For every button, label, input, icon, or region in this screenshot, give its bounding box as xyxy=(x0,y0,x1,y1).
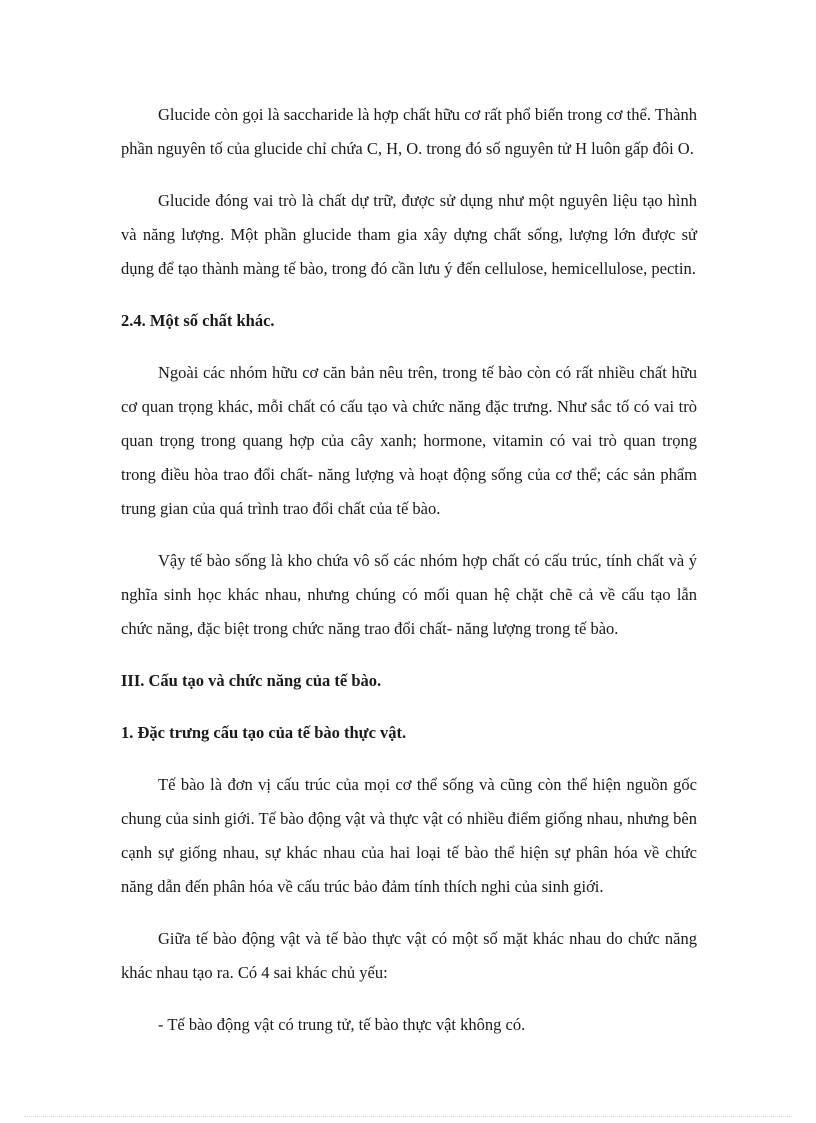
document-body xyxy=(121,98,697,1060)
heading-cell-structure-function: III. Cấu tạo và chức năng của tế bào. xyxy=(121,671,382,690)
page-bottom-divider xyxy=(24,1116,792,1117)
list-item-centriole: - Tế bào động vật có trung tử, tế bào thực vật không có. xyxy=(158,1015,526,1034)
paragraph-living-cell-summary: Vậy tế bào sống là kho chứa vô số các nhóm hợp chất có cấu trúc, tính chất và ý nghĩa sinh học khác nhau, nhưng chúng có mối quan hệ chặt chẽ cả về cấu tạo lẫn chức năng, đặc biệt trong chức năng trao đổi chất- năng lượng trong tế bào. xyxy=(121,551,697,638)
heading-other-substances: 2.4. Một số chất khác. xyxy=(121,311,275,330)
paragraph-other-organic-compounds: Ngoài các nhóm hữu cơ căn bản nêu trên, trong tế bào còn có rất nhiều chất hữu cơ quan trọng khác, mỗi chất có cấu tạo và chức năng đặc trưng. Như sắc tố có vai trò quan trọng trong quang hợp của cây xanh; hormone, vitamin có vai trò quan trọng trong điều hòa trao đổi chất- năng lượng và hoạt động sống của cơ thể; các sản phẩm trung gian của quá trình trao đổi chất của tế bào. xyxy=(121,363,697,518)
paragraph-glucide-definition: Glucide còn gọi là saccharide là hợp chất hữu cơ rất phổ biến trong cơ thể. Thành phần nguyên tố của glucide chỉ chứa C, H, O. trong đó số nguyên tử H luôn gấp đôi O. xyxy=(121,105,697,158)
heading-plant-cell-features: 1. Đặc trưng cấu tạo của tế bào thực vật. xyxy=(121,723,407,742)
paragraph-cell-unit: Tế bào là đơn vị cấu trúc của mọi cơ thể sống và cũng còn thể hiện nguồn gốc chung của sinh giới. Tế bào động vật và thực vật có nhiều điểm giống nhau, nhưng bên cạnh sự giống nhau, sự khác nhau của hai loại tế bào thể hiện sự phân hóa về chức năng dẫn đến phân hóa về cấu trúc bảo đảm tính thích nghi của sinh giới. xyxy=(121,775,697,896)
paragraph-cell-differences: Giữa tế bào động vật và tế bào thực vật có một số mặt khác nhau do chức năng khác nhau tạo ra. Có 4 sai khác chủ yếu: xyxy=(121,929,697,982)
paragraph-glucide-role: Glucide đóng vai trò là chất dự trữ, được sử dụng như một nguyên liệu tạo hình và năng lượng. Một phần glucide tham gia xây dựng chất sống, lượng lớn được sử dụng để tạo thành màng tế bào, trong đó cần lưu ý đến cellulose, hemicellulose, pectin. xyxy=(121,191,697,278)
